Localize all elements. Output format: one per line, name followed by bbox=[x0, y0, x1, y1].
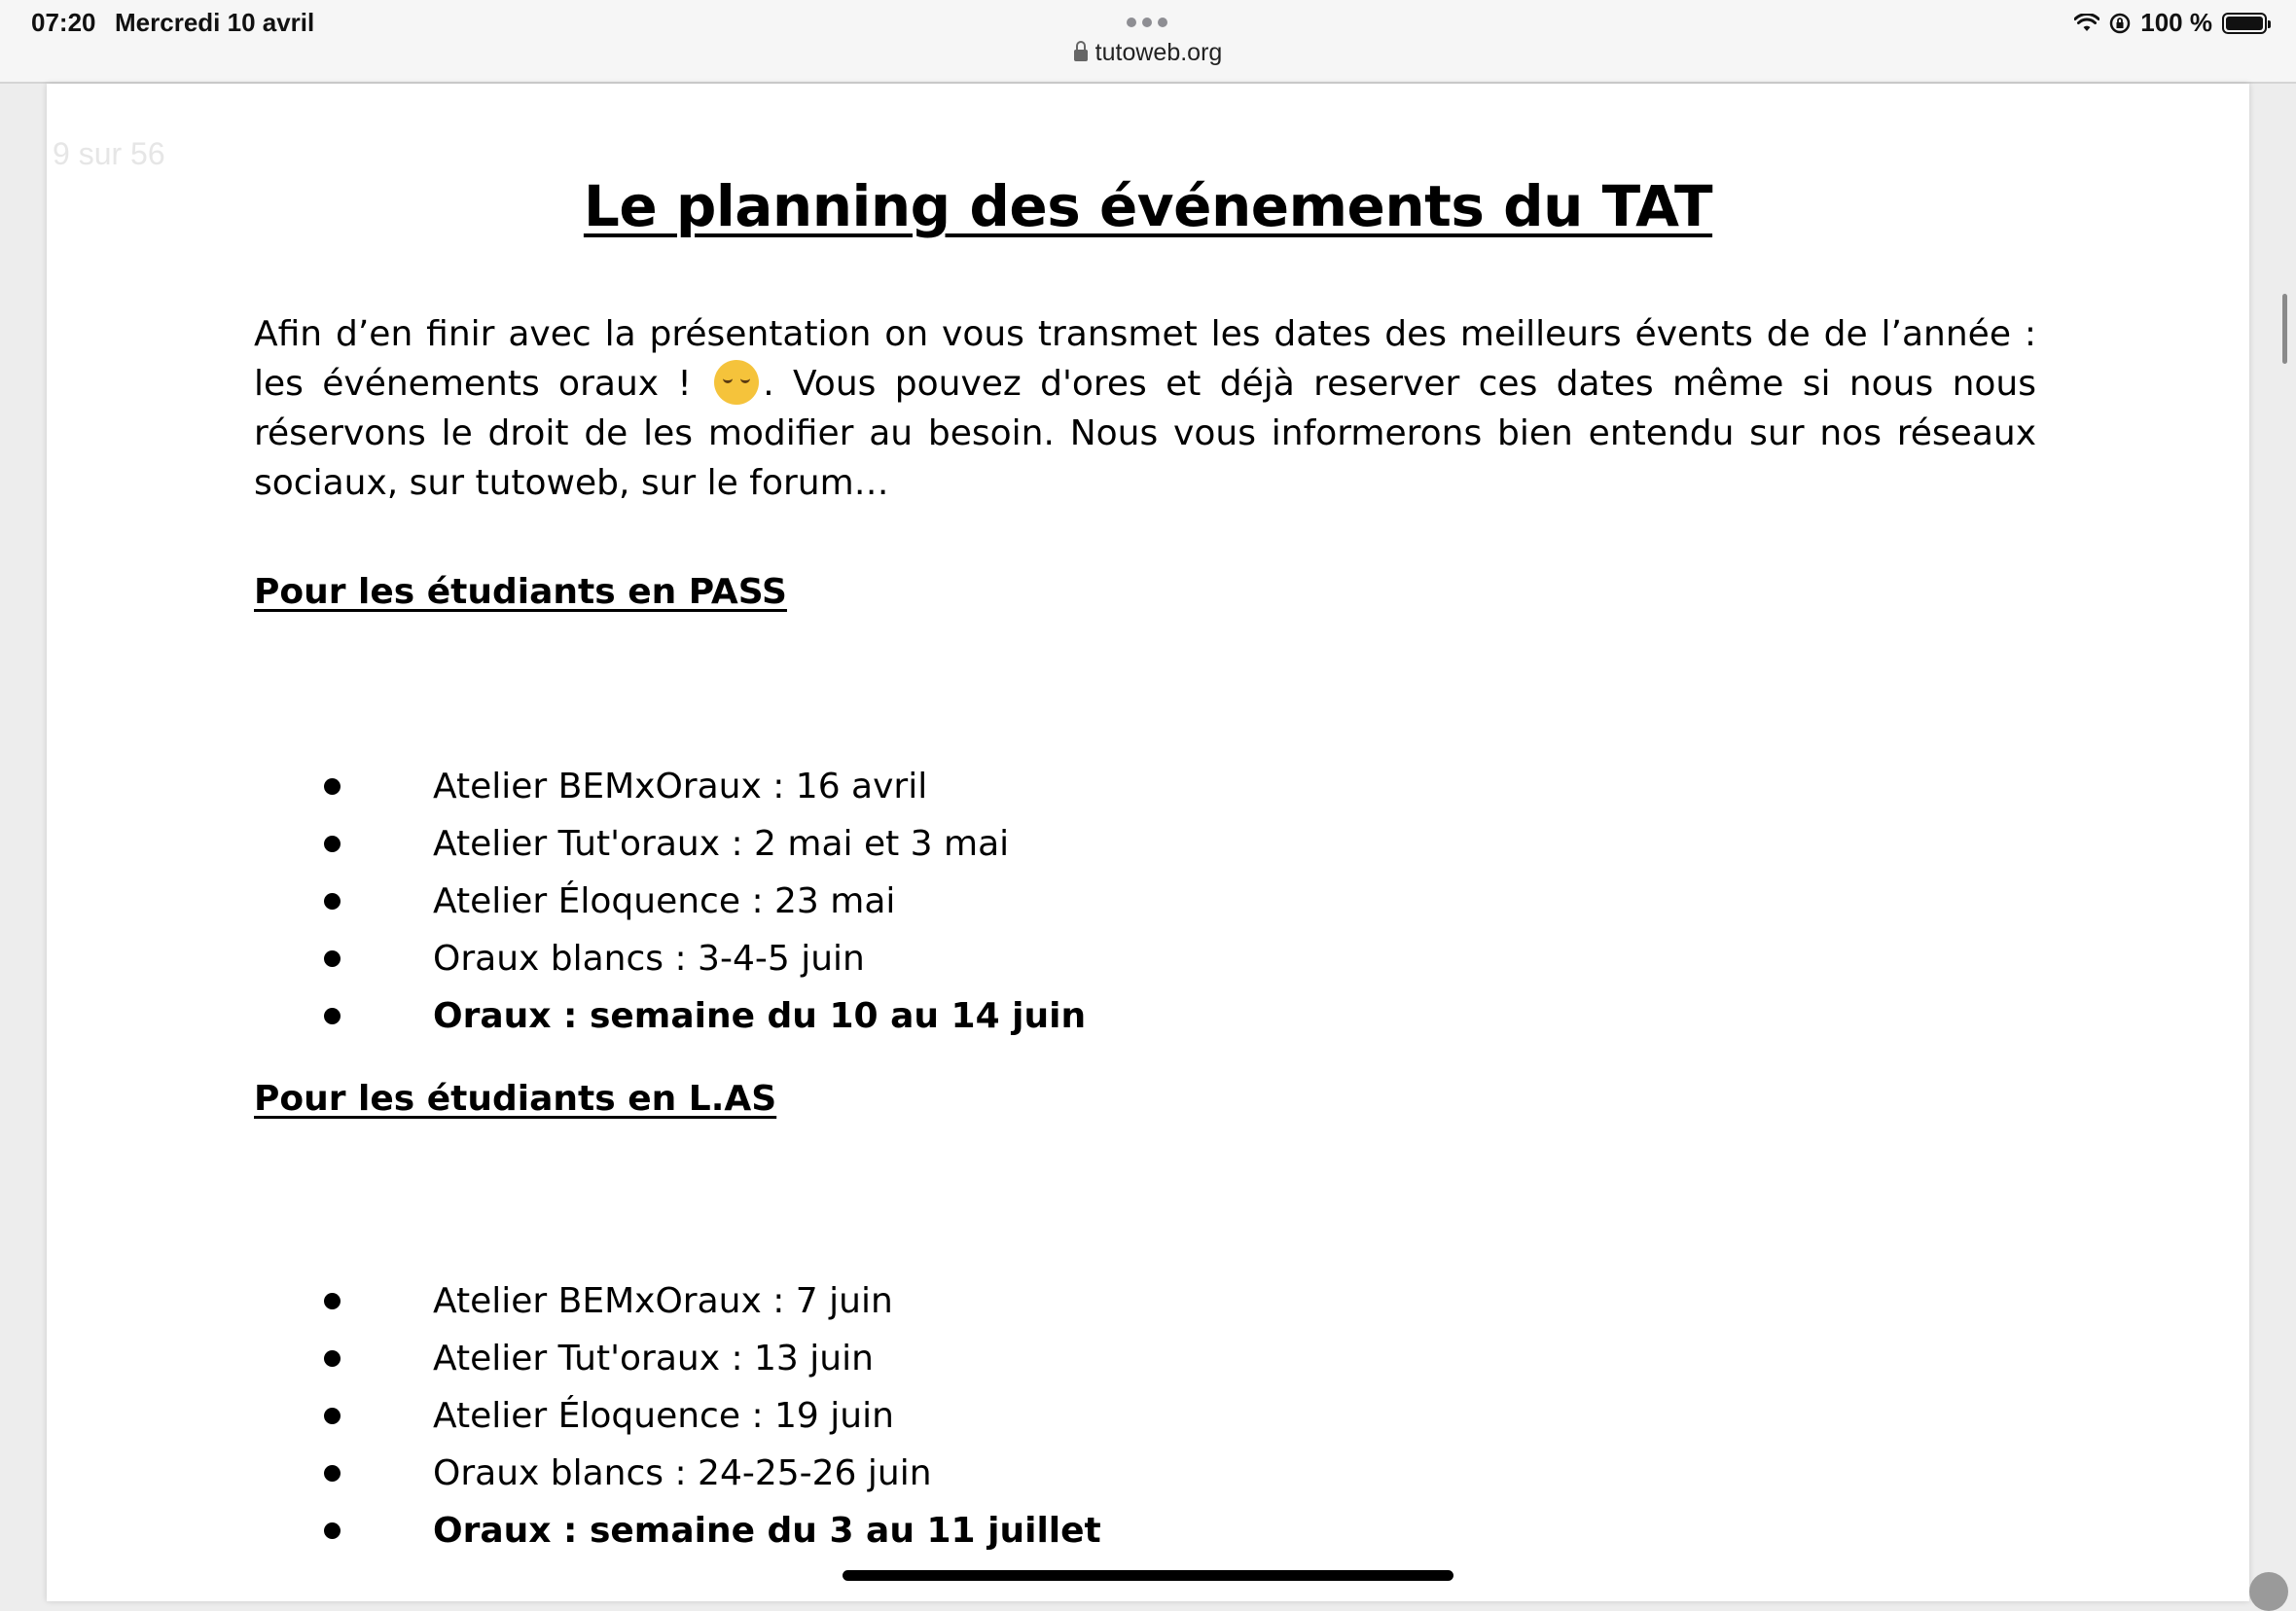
bullet-icon bbox=[324, 1008, 341, 1024]
status-date: Mercredi 10 avril bbox=[115, 8, 315, 37]
intro-text-part-2: . Vous pouvez d'ores et déjà reserver ces dates même si nous nous réservons le droit de les modifier au besoin. Nous vous informerons bien entendu sur nos réseaux sociaux, sur tutoweb, sur le forum… bbox=[254, 364, 2036, 503]
list-item: Oraux : semaine du 10 au 14 juin bbox=[254, 987, 1086, 1045]
intro-paragraph bbox=[254, 309, 2036, 508]
home-indicator[interactable] bbox=[843, 1570, 1453, 1581]
list-item: Atelier Tut'oraux : 2 mai et 3 mai bbox=[254, 815, 1086, 873]
battery-icon bbox=[2222, 13, 2267, 34]
battery-percentage: 100 % bbox=[2140, 8, 2212, 37]
page-indicator: 9 sur 56 bbox=[53, 136, 165, 171]
pdf-page[interactable] bbox=[47, 84, 2249, 1601]
bullet-icon bbox=[324, 1350, 341, 1367]
address-bar[interactable] bbox=[0, 39, 2296, 67]
scroll-handle[interactable] bbox=[2249, 1572, 2288, 1611]
bullet-icon bbox=[324, 950, 341, 967]
bullet-icon bbox=[324, 1293, 341, 1309]
section-heading-las: Pour les étudiants en L.AS bbox=[254, 1079, 777, 1119]
list-item: Oraux : semaine du 3 au 11 juillet bbox=[254, 1502, 1101, 1559]
more-options-icon[interactable] bbox=[1127, 18, 1167, 27]
bullet-icon bbox=[324, 1522, 341, 1539]
lock-icon bbox=[1074, 50, 1088, 61]
list-item: Atelier Éloquence : 23 mai bbox=[254, 873, 1086, 930]
list-item: Atelier Éloquence : 19 juin bbox=[254, 1387, 1101, 1445]
bullet-icon bbox=[324, 836, 341, 852]
event-list-pass bbox=[254, 758, 1086, 1045]
list-item: Atelier Tut'oraux : 13 juin bbox=[254, 1330, 1101, 1387]
url-text: tutoweb.org bbox=[1094, 39, 1223, 66]
rotation-lock-icon bbox=[2109, 13, 2131, 34]
list-item: Oraux blancs : 24-25-26 juin bbox=[254, 1445, 1101, 1502]
status-bar bbox=[0, 0, 2296, 84]
list-item: Atelier BEMxOraux : 7 juin bbox=[254, 1272, 1101, 1330]
section-heading-pass: Pour les étudiants en PASS bbox=[254, 572, 787, 612]
scrollbar[interactable] bbox=[2282, 294, 2287, 364]
relieved-face-icon bbox=[714, 360, 759, 405]
status-indicators bbox=[2074, 8, 2267, 38]
status-time: 07:20 bbox=[31, 8, 96, 37]
intro-text-part-1: Afin d’en finir avec la présentation on vous transmet les dates des meilleurs évents de de l’année : les événements oraux ! bbox=[254, 314, 2036, 404]
bullet-icon bbox=[324, 778, 341, 795]
page-title: Le planning des événements du TAT bbox=[583, 173, 1713, 239]
event-list-las bbox=[254, 1272, 1101, 1559]
bullet-icon bbox=[324, 1465, 341, 1482]
bullet-icon bbox=[324, 1408, 341, 1424]
list-item: Atelier BEMxOraux : 16 avril bbox=[254, 758, 1086, 815]
bullet-icon bbox=[324, 893, 341, 910]
list-item: Oraux blancs : 3-4-5 juin bbox=[254, 930, 1086, 987]
wifi-icon bbox=[2074, 14, 2099, 33]
